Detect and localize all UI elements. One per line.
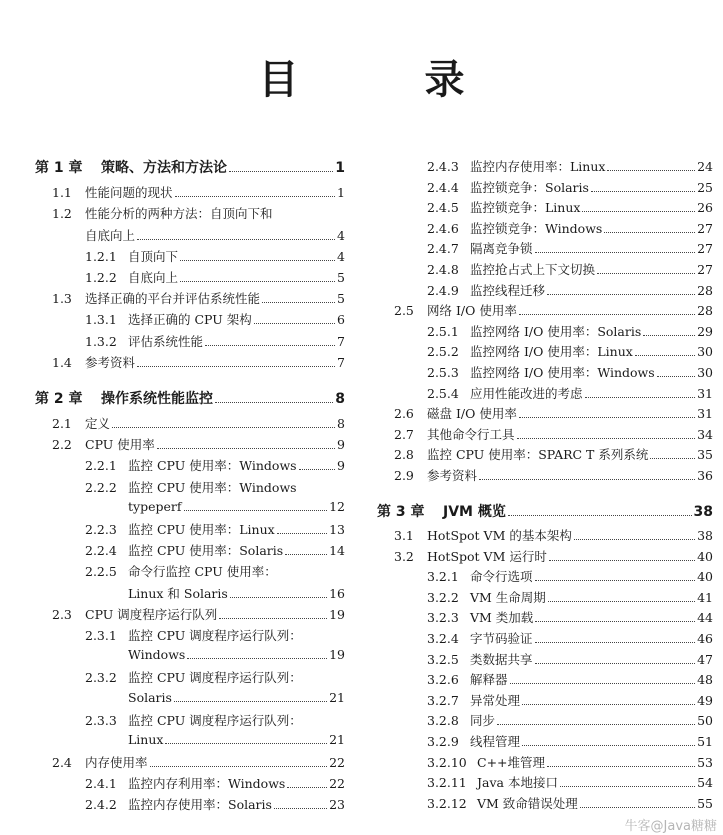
toc-entry-title: 操作系统性能监控 (101, 390, 213, 407)
toc-entry[interactable] (377, 691, 713, 712)
toc-entry-title: 类数据共享 (470, 651, 533, 667)
dot-leader (180, 260, 335, 261)
toc-column-left (35, 157, 345, 817)
toc-entry-page: 27 (697, 261, 713, 277)
toc-entry-page: 53 (697, 754, 713, 770)
toc-entry-number: 2.3 (52, 606, 72, 622)
toc-entry[interactable] (35, 753, 345, 774)
toc-entry[interactable] (377, 219, 713, 240)
toc-entry[interactable] (35, 289, 345, 310)
toc-entry-number: 3.2.12 (427, 795, 467, 811)
toc-entry[interactable] (377, 404, 713, 425)
toc-entry-page: 8 (335, 390, 345, 407)
dot-leader (549, 560, 695, 561)
toc-entry-number: 3.2.7 (427, 692, 459, 708)
toc-entry-number: 第 3 章 (377, 503, 425, 520)
toc-entry[interactable] (35, 584, 345, 605)
toc-entry-number: 2.2.5 (85, 564, 117, 580)
dot-leader (479, 479, 695, 480)
toc-entry-page: 28 (697, 303, 713, 319)
toc-entry-page: 21 (329, 731, 345, 747)
toc-entry[interactable] (35, 478, 345, 499)
toc-entry-number: 2.4.1 (85, 776, 117, 792)
toc-entry[interactable] (377, 629, 713, 650)
dot-leader (535, 580, 696, 581)
dot-leader (137, 366, 335, 367)
toc-column-right (377, 157, 713, 814)
toc-entry-page: 28 (697, 282, 713, 298)
toc-entry-title: 监控 CPU 调度程序运行队列： (128, 627, 302, 643)
toc-entry-page: 9 (337, 458, 345, 474)
toc-entry-title: 监控 CPU 调度程序运行队列： (128, 670, 302, 686)
toc-entry-title: 自顶向下 (128, 248, 179, 264)
toc-entry-page: 47 (697, 651, 713, 667)
toc-entry-number: 3.2.11 (427, 775, 467, 791)
toc-entry-page: 7 (337, 333, 345, 349)
toc-entry-page: 1 (337, 185, 345, 201)
toc-entry-title: 监控锁竞争：Windows (470, 220, 603, 236)
dot-leader (497, 724, 695, 725)
toc-entry-title: 命令行选项 (470, 569, 533, 585)
toc-entry-page: 35 (697, 447, 713, 463)
toc-entry-title: Linux 和 Solaris (128, 585, 228, 601)
toc-entry-number: 2.4.2 (85, 797, 117, 813)
toc-entry-number: 3.2.8 (427, 713, 459, 729)
toc-entry-page: 55 (697, 795, 713, 811)
toc-entry-page: 9 (337, 437, 345, 453)
toc-entry-page: 27 (697, 220, 713, 236)
toc-entry-title: 监控网络 I/O 使用率：Linux (470, 344, 633, 360)
dot-leader (508, 515, 692, 516)
toc-entry[interactable] (35, 268, 345, 289)
toc-entry-title: HotSpot VM 的基本架构 (427, 528, 572, 544)
dot-leader (165, 743, 327, 744)
dot-leader (219, 618, 327, 619)
toc-entry-number: 2.5.4 (427, 385, 459, 401)
dot-leader (560, 786, 695, 787)
toc-entry-title: 命令行监控 CPU 使用率： (128, 564, 277, 580)
toc-entry-number: 1.2.2 (85, 269, 117, 285)
toc-entry-page: 31 (697, 385, 713, 401)
toc-entry-title: HotSpot VM 运行时 (427, 548, 547, 564)
toc-entry-number: 2.5.2 (427, 344, 459, 360)
toc-entry-title: 同步 (470, 713, 496, 729)
toc-entry[interactable] (377, 384, 713, 405)
toc-entry-title: 监控网络 I/O 使用率：Solaris (470, 323, 642, 339)
dot-leader (519, 314, 695, 315)
toc-entry-page: 50 (697, 713, 713, 729)
toc-entry-page: 5 (337, 291, 345, 307)
toc-entry-title: 监控锁竞争：Solaris (470, 179, 589, 195)
toc-entry-number: 2.4.7 (427, 241, 459, 257)
toc-entry[interactable] (377, 281, 713, 302)
toc-entry-title: Linux (128, 731, 164, 747)
toc-entry-number: 1.1 (52, 185, 72, 201)
toc-entry-title: 自底向上 (85, 227, 136, 243)
toc-entry[interactable] (35, 647, 345, 668)
toc-entry[interactable] (377, 198, 713, 219)
toc-entry-number: 第 2 章 (35, 390, 83, 407)
toc-entry[interactable] (377, 567, 713, 588)
toc-entry-number: 2.5.1 (427, 323, 459, 339)
toc-entry-number: 2.6 (394, 406, 414, 422)
toc-entry-page: 36 (697, 467, 713, 483)
dot-leader (215, 402, 333, 403)
toc-entry-title: 自底向上 (128, 269, 179, 285)
toc-entry[interactable] (377, 239, 713, 260)
toc-entry-title: 应用性能改进的考虑 (470, 385, 583, 401)
toc-entry-page: 38 (697, 528, 713, 544)
toc-entry-title: 线程管理 (470, 734, 521, 750)
dot-leader (157, 448, 335, 449)
toc-entry-page: 22 (329, 755, 345, 771)
toc-entry-page: 19 (329, 606, 345, 622)
toc-entry[interactable] (377, 794, 713, 815)
toc-entry-page: 22 (329, 776, 345, 792)
toc-entry-title: 参考资料 (85, 354, 136, 370)
toc-entry[interactable] (35, 332, 345, 353)
toc-entry-number: 3.2.10 (427, 754, 467, 770)
toc-entry[interactable] (35, 795, 345, 816)
toc-entry[interactable] (35, 562, 345, 583)
toc-entry[interactable] (35, 499, 345, 520)
dot-leader (174, 701, 327, 702)
toc-entry[interactable] (35, 732, 345, 753)
toc-entry-title: VM 类加载 (470, 610, 534, 626)
toc-entry[interactable] (35, 668, 345, 689)
toc-entry-page: 44 (697, 610, 713, 626)
toc-chapter[interactable] (377, 501, 713, 522)
dot-leader (585, 397, 696, 398)
dot-leader (262, 302, 335, 303)
dot-leader (150, 766, 328, 767)
toc-entry-title: 监控 CPU 使用率：Windows (128, 458, 297, 474)
toc-entry-page: 54 (697, 775, 713, 791)
toc-entry-number: 第 1 章 (35, 160, 83, 176)
toc-chapter[interactable] (35, 388, 345, 409)
dot-leader (604, 232, 695, 233)
toc-entry-page: 19 (329, 647, 345, 663)
toc-entry-title: 监控内存使用率：Linux (470, 159, 606, 174)
toc-entry-page: 24 (697, 159, 713, 174)
toc-entry-number: 2.4.6 (427, 220, 459, 236)
dot-leader (187, 658, 327, 659)
toc-entry-number: 2.2 (52, 437, 72, 453)
dot-leader (229, 171, 333, 172)
toc-entry-number: 3.1 (394, 528, 414, 544)
toc-entry-number: 2.3.1 (85, 627, 117, 643)
toc-entry-title: 监控内存使用率：Solaris (128, 797, 272, 813)
toc-entry-page: 49 (697, 692, 713, 708)
toc-entry-title: 参考资料 (427, 467, 478, 483)
dot-leader (277, 533, 327, 534)
toc-entry[interactable] (377, 260, 713, 281)
toc-entry[interactable] (377, 178, 713, 199)
toc-entry-page: 6 (337, 312, 345, 328)
toc-entry-title: 评估系统性能 (128, 333, 204, 349)
dot-leader (519, 417, 695, 418)
toc-entry-page: 13 (329, 522, 345, 537)
toc-entry-page: 16 (329, 585, 345, 601)
dot-leader (574, 539, 695, 540)
toc-entry-title: 策略、方法和方法论 (101, 160, 227, 176)
toc-entry-number: 2.4.9 (427, 282, 459, 298)
dot-leader (548, 601, 695, 602)
dot-leader (175, 196, 336, 197)
toc-entry-number: 1.2.1 (85, 248, 117, 264)
toc-entry-title: 选择正确的 CPU 架构 (128, 312, 252, 328)
dot-leader (535, 252, 696, 253)
toc-entry-page: 1 (335, 160, 345, 176)
toc-entry-number: 2.7 (394, 426, 414, 442)
toc-entry[interactable] (35, 183, 345, 204)
watermark: 牛客@Java糖糖 (624, 819, 717, 834)
toc-entry[interactable] (377, 363, 713, 384)
toc-entry[interactable] (35, 226, 345, 247)
toc-entry-number: 2.3.3 (85, 712, 117, 728)
toc-entry[interactable] (35, 690, 345, 711)
toc-entry-title: 监控内存利用率：Windows (128, 776, 286, 792)
dot-leader (643, 335, 695, 336)
toc-entry-number: 2.4 (52, 755, 72, 771)
toc-entry-number: 2.8 (394, 447, 414, 463)
toc-entry-page: 5 (337, 269, 345, 285)
dot-leader (597, 273, 695, 274)
toc-entry-page: 4 (337, 227, 345, 243)
dot-leader (535, 621, 695, 622)
dot-leader (547, 294, 695, 295)
toc-entry-title: 异常处理 (470, 692, 521, 708)
toc-entry-number: 2.5.3 (427, 364, 459, 380)
toc-entry-page: 27 (697, 241, 713, 257)
dot-leader (205, 345, 335, 346)
toc-entry-page: 26 (697, 200, 713, 216)
dot-leader (274, 808, 327, 809)
toc-entry-page: 30 (697, 364, 713, 380)
toc-entry-number: 3.2.9 (427, 734, 459, 750)
dot-leader (591, 191, 695, 192)
toc-entry-page: 25 (697, 179, 713, 195)
dot-leader (607, 170, 695, 171)
toc-entry[interactable] (377, 670, 713, 691)
toc-entry-page: 12 (329, 498, 345, 514)
toc-entry-number: 2.2.2 (85, 479, 117, 495)
toc-entry-title: 监控 CPU 使用率：Windows (128, 479, 297, 495)
toc-entry[interactable] (377, 342, 713, 363)
dot-leader (517, 438, 696, 439)
dot-leader (230, 597, 327, 598)
toc-entry-number: 2.4.3 (427, 159, 459, 174)
toc-entry[interactable] (35, 247, 345, 268)
toc-entry[interactable] (35, 626, 345, 647)
page-title: 目 录 (258, 57, 521, 103)
toc-entry-title: C++堆管理 (477, 754, 546, 770)
toc-entry-number: 2.3.2 (85, 670, 117, 686)
toc-entry[interactable] (35, 353, 345, 374)
toc-entry-title: 性能分析的两种方法：自顶向下和 (85, 206, 273, 222)
toc-entry-title: 监控抢占式上下文切换 (470, 261, 596, 277)
dot-leader (535, 642, 696, 643)
dot-leader (650, 458, 695, 459)
toc-entry-page: 38 (693, 503, 713, 520)
toc-entry-title: VM 致命错误处理 (477, 795, 578, 811)
dot-leader (522, 745, 695, 746)
toc-entry[interactable] (377, 157, 713, 178)
toc-entry-title: 隔离竞争锁 (470, 241, 533, 257)
toc-entry[interactable] (377, 773, 713, 794)
toc-chapter[interactable] (35, 157, 345, 178)
toc-entry-title: 定义 (85, 416, 111, 432)
toc-entry-title: CPU 调度程序运行队列 (85, 606, 218, 622)
toc-entry-title: 其他命令行工具 (427, 426, 515, 442)
dot-leader (254, 323, 335, 324)
toc-entry-title: typeperf (128, 498, 182, 514)
toc-entry[interactable] (377, 753, 713, 774)
toc-entry[interactable] (377, 588, 713, 609)
dot-leader (299, 469, 335, 470)
toc-entry-page: 48 (697, 672, 713, 688)
toc-entry-title: 监控线程迁移 (470, 282, 546, 298)
toc-entry-number: 3.2.1 (427, 569, 459, 585)
toc-entry-page: 7 (337, 354, 345, 370)
dot-leader (287, 787, 327, 788)
toc-entry[interactable] (377, 732, 713, 753)
toc-entry[interactable] (35, 774, 345, 795)
toc-entry[interactable] (35, 204, 345, 225)
toc-entry[interactable] (377, 322, 713, 343)
dot-leader (285, 554, 327, 555)
toc-entry-title: 监控 CPU 使用率：Linux (128, 522, 275, 537)
toc-entry[interactable] (35, 435, 345, 456)
dot-leader (580, 807, 695, 808)
dot-leader (180, 281, 335, 282)
dot-leader (535, 663, 696, 664)
toc-entry[interactable] (377, 445, 713, 466)
toc-entry-number: 1.4 (52, 354, 72, 370)
toc-entry-title: 磁盘 I/O 使用率 (427, 406, 517, 422)
toc-entry-number: 2.2.3 (85, 522, 117, 537)
toc-entry-page: 40 (697, 569, 713, 585)
toc-entry-number: 3.2.2 (427, 589, 459, 605)
toc-entry-page: 46 (697, 631, 713, 647)
toc-entry[interactable] (35, 605, 345, 626)
toc-entry-page: 40 (697, 548, 713, 564)
toc-entry-title: Windows (128, 647, 186, 663)
toc-entry-title: JVM 概览 (443, 503, 506, 520)
toc-entry-title: 字节码验证 (470, 631, 533, 647)
toc-entry-title: 内存使用率 (85, 755, 148, 771)
toc-entry-number: 2.1 (52, 416, 72, 432)
toc-entry-title: 监控网络 I/O 使用率：Windows (470, 364, 655, 380)
toc-entry-number: 1.3 (52, 291, 72, 307)
dot-leader (522, 704, 695, 705)
toc-entry[interactable] (377, 301, 713, 322)
toc-entry-page: 29 (697, 323, 713, 339)
toc-entry-title: 性能问题的现状 (85, 185, 173, 201)
toc-entry-title: 选择正确的平台并评估系统性能 (85, 291, 261, 307)
toc-entry[interactable] (377, 425, 713, 446)
toc-entry[interactable] (35, 414, 345, 435)
toc-entry-number: 1.2 (52, 206, 72, 222)
toc-entry[interactable] (377, 526, 713, 547)
toc-entry-number: 1.3.2 (85, 333, 117, 349)
toc-entry-number: 3.2.4 (427, 631, 459, 647)
toc-entry-page: 23 (329, 797, 345, 813)
dot-leader (137, 239, 335, 240)
toc-entry-title: CPU 使用率 (85, 437, 155, 453)
toc-entry-title: 网络 I/O 使用率 (427, 303, 517, 319)
toc-entry[interactable] (377, 547, 713, 568)
toc-entry-title: 监控 CPU 使用率：Solaris (128, 543, 284, 559)
toc-entry-number: 2.5 (394, 303, 414, 319)
toc-entry[interactable] (35, 310, 345, 331)
toc-entry-number: 3.2.3 (427, 610, 459, 626)
toc-entry[interactable] (35, 711, 345, 732)
toc-entry-page: 31 (697, 406, 713, 422)
toc-entry-number: 2.4.8 (427, 261, 459, 277)
toc-entry[interactable] (35, 456, 345, 477)
toc-entry[interactable] (377, 608, 713, 629)
toc-entry-page: 8 (337, 416, 345, 432)
toc-entry[interactable] (377, 466, 713, 487)
toc-entry-number: 3.2 (394, 548, 414, 564)
toc-entry-number: 2.9 (394, 467, 414, 483)
toc-entry-title: 监控锁竞争：Linux (470, 200, 581, 216)
toc-entry-page: 34 (697, 426, 713, 442)
toc-entry-number: 3.2.5 (427, 651, 459, 667)
toc-entry-page: 41 (697, 589, 713, 605)
dot-leader (657, 376, 695, 377)
toc-entry-number: 1.3.1 (85, 312, 117, 328)
toc-entry-number: 2.2.1 (85, 458, 117, 474)
toc-entry-page: 4 (337, 248, 345, 264)
toc-entry-number: 2.2.4 (85, 543, 117, 559)
toc-entry-number: 2.4.4 (427, 179, 459, 195)
toc-entry-title: 监控 CPU 使用率：SPARC T 系列系统 (427, 447, 649, 463)
dot-leader (547, 766, 695, 767)
dot-leader (184, 510, 328, 511)
toc-entry[interactable] (377, 711, 713, 732)
toc-entry[interactable] (377, 650, 713, 671)
toc-entry-title: 解释器 (470, 672, 508, 688)
toc-entry[interactable] (35, 520, 345, 541)
dot-leader (635, 355, 695, 356)
toc-entry-page: 21 (329, 689, 345, 705)
toc-entry-title: 监控 CPU 调度程序运行队列： (128, 712, 302, 728)
toc-entry-number: 3.2.6 (427, 672, 459, 688)
dot-leader (112, 427, 335, 428)
toc-entry-title: Java 本地接口 (477, 775, 558, 791)
toc-entry-page: 51 (697, 734, 713, 750)
toc-entry-page: 30 (697, 344, 713, 360)
toc-entry-number: 2.4.5 (427, 200, 459, 216)
dot-leader (582, 211, 695, 212)
toc-entry-title: Solaris (128, 689, 172, 705)
dot-leader (510, 683, 696, 684)
toc-entry[interactable] (35, 541, 345, 562)
toc-entry-title: VM 生命周期 (470, 589, 546, 605)
toc-entry-page: 14 (329, 543, 345, 559)
